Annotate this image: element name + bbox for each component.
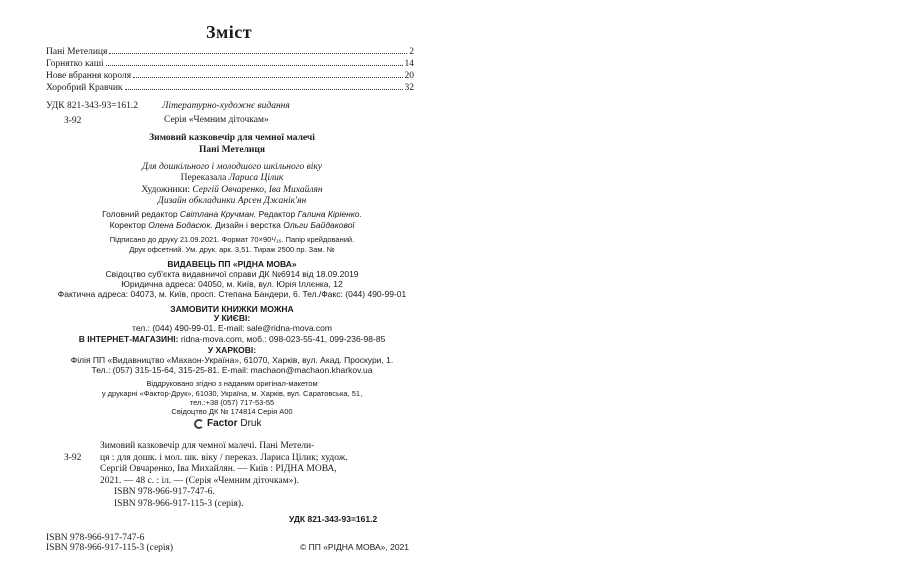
blank-right-page [470,0,900,573]
bib-line-1: Зимовий казковечір для чемної малечі. Пані Метели- [100,441,315,451]
bib-record [100,441,348,510]
factor-druk-logo-icon [194,419,204,429]
bib-udk: УДК 821-343-93=161.2 [289,514,378,524]
editor-label: Редактор [258,209,296,219]
toc-item [46,47,414,57]
publisher-actual-address: Фактична адреса: 04073, м. Київ, просп. Степана Бандери, 6. Тел./Факс: (044) 490-99-01 [57,289,407,299]
printer-line-3: тел.:+38 (057) 717-53-55 [189,398,275,407]
orders-internet-heading: В ІНТЕРНЕТ-МАГАЗИНІ: [78,334,179,344]
bib-line-3: Сергій Овчаренко, Іва Михайлян. — Київ : РІДНА МОВА, [100,464,337,474]
bib-line-4: 2021. — 48 с. : іл. — (Серія «Чемним діточкам»). [100,475,299,486]
retold-label: Переказала [180,173,227,183]
editor-name: Галина Кіріенко. [297,209,362,219]
design-label: Дизайн і верстка [215,220,281,230]
design-name: Ольги Байдакової [283,220,355,230]
audience-label: Для дошкільного і молодшого шкільного віку [141,162,323,172]
printer-line-4: Свідоцтво ДК № 174814 Серія А00 [171,407,293,416]
publisher-license: Свідоцтво суб'єкта видавничої справи ДК №6914 від 18.09.2019 [105,269,359,279]
corrector-line [110,220,355,230]
orders-kharkiv-branch: Філія ПП «Видавництво «Махаон-Україна», 61070, Харків, вул. Акад. Проскури, 1. [70,355,394,365]
bib-isbn-2: ISBN 978-966-917-115-3 (серія). [114,498,244,509]
cover-label: Дизайн обкладинки [157,196,236,206]
book-title: Зимовий казковечір для чемної малечі [149,133,315,143]
orders-kyiv-contacts: тел.: (044) 490-99-01. E-mail: sale@ridna-mova.com [132,323,332,333]
toc-item [46,71,414,81]
toc-item-page: 14 [404,59,414,69]
toc-item-title: Горнятко каші [46,59,104,69]
orders-kyiv-heading: У КИЄВІ: [213,313,251,323]
bib-code: З-92 [64,453,82,463]
genre-label: Літературно-художнє видання [162,101,290,111]
cover-name: Арсен Джанік'ян [237,196,307,206]
retold-line [181,173,284,183]
editors-line [102,209,362,219]
toc-item-page: 32 [404,83,414,93]
toc-item-title: Нове вбрання короля [46,71,132,81]
corrector-label: Коректор [109,220,146,230]
chief-editor-name: Світлана Кручман. [179,209,257,219]
bib-line-2: ця : для дошк. і мол. шк. віку / переказ. Лариса Цілик; худож. [100,452,348,463]
orders-kharkiv-contacts: Тел.: (057) 315-15-64, 315-25-81. E-mail: machaon@machaon.kharkov.ua [91,365,373,375]
book-subtitle: Пані Метелиця [199,145,265,155]
factor-druk-logo [194,418,261,429]
artists-label: Художники: [141,185,190,195]
artists-line [141,185,322,195]
toc-item-page: 20 [404,71,414,81]
toc-item [46,83,414,93]
toc-item-page: 2 [409,47,414,57]
publisher-name: ВИДАВЕЦЬ ПП «РІДНА МОВА» [167,259,297,269]
bbk-code: З-92 [64,116,82,126]
printer-line-2: у друкарні «Фактор-Друк», 61030, Україна, м. Харків, вул. Саратовська, 51, [101,389,363,398]
orders-heading: ЗАМОВИТИ КНИЖКИ МОЖНА [170,304,294,314]
toc-leader [125,89,403,90]
footer-copyright: © ПП «РІДНА МОВА», 2021 [300,542,409,552]
factor-druk-logo-text: Factor Druk [207,418,262,429]
toc-item-title: Хоробрий Кравчик [46,83,123,93]
toc-title: Зміст [206,22,253,42]
cover-line [158,196,306,206]
retold-name: Лариса Цілик [228,173,284,183]
footer-isbn-2: ISBN 978-966-917-115-3 (серія) [46,543,174,553]
toc-item [46,59,414,69]
udk-code: УДК 821-343-93=161.2 [46,101,139,111]
series-label: Серія «Чемним діточкам» [164,115,269,125]
toc-item-title: Пані Метелиця [46,47,108,57]
orders-kharkiv-heading: У ХАРКОВІ: [207,345,257,355]
bib-isbn-1: ISBN 978-966-917-747-6. [114,487,215,497]
publisher-legal-address: Юридична адреса: 04050, м. Київ, вул. Юрія Іллєнка, 12 [121,279,343,289]
printer-line-1: Віддруковано згідно з наданим оригінал-макетом [146,379,318,388]
toc-leader [109,53,407,54]
orders-internet-contacts: ridna-mova.com, моб.: 098-023-55-41, 099-236-98-85 [180,334,386,344]
toc-leader [106,65,403,66]
artists-names: Сергій Овчаренко, Іва Михайлян [192,185,323,195]
print-details-2: Друк офсетний. Ум. друк. арк. 3,51. Тираж 2500 пр. Зам. № [129,245,335,254]
orders-internet-line [79,334,386,344]
footer-isbn-1: ISBN 978-966-917-747-6 [46,533,145,543]
chief-editor-label: Головний редактор [102,209,178,219]
corrector-name: Олена Бодасюк. [148,220,213,230]
print-details-1: Підписано до друку 21.09.2021. Формат 70×90¹/₁₆. Папір крейдований. [109,235,355,244]
toc-leader [133,77,402,78]
